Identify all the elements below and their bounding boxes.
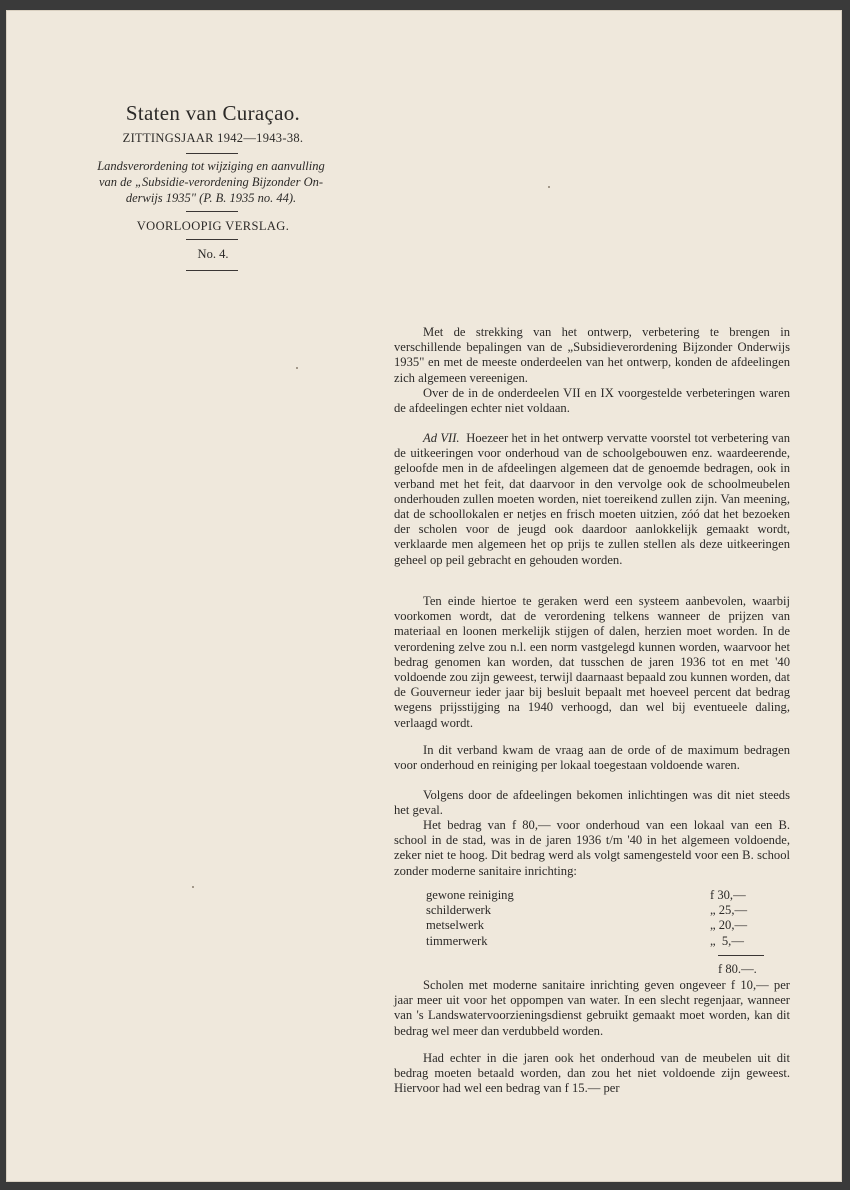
cost-amount: „ 25,— bbox=[710, 903, 748, 918]
ad-vii-label: Ad VII. bbox=[423, 431, 460, 445]
cost-row bbox=[426, 888, 770, 903]
paragraph: Had echter in die jaren ook het onderhoud van de meubelen uit dit bedrag moeten betaald worden, dan zou het niet voldoende zijn geweest. Hiervoor had wel een bedrag van f 15.— per bbox=[394, 1051, 790, 1096]
report-number: No. 4. bbox=[197, 247, 229, 261]
paper-speck bbox=[192, 886, 194, 888]
cost-label: metselwerk bbox=[426, 918, 485, 933]
cost-label: gewone reiniging bbox=[426, 888, 514, 902]
paragraph: In dit verband kwam de vraag aan de orde of de maximum bedragen voor onderhoud en reiniging per lokaal toegestaan voldoende waren. bbox=[394, 743, 790, 773]
law-title bbox=[66, 158, 356, 206]
cost-table bbox=[426, 888, 770, 949]
paragraph-ad-vii bbox=[394, 431, 790, 568]
paper-speck bbox=[296, 367, 298, 369]
cost-amount: „ 5,— bbox=[710, 933, 744, 948]
paragraph: Scholen met moderne sanitaire inrichting geven ongeveer f 10,— per jaar meer uit voor het oppompen van water. In een slecht regenjaar, wanneer van 's Landswatervoorzieningsdienst gebruikt gemaakt moet worden, kan dit bedrag wel meer dan verdubbeld worden. bbox=[394, 978, 790, 1038]
paragraph: Met de strekking van het ontwerp, verbetering te brengen in verschillende bepalingen van de „Subsidieverordening Bijzonder Onderwijs 1935" en met de meeste onderdeelen van het ontwerp, konden de afdeelingen zich algemeen vereenigen. bbox=[394, 325, 790, 385]
divider bbox=[186, 239, 238, 240]
paragraph: Over de in de onderdeelen VII en IX voorgestelde verbeteringen waren de afdeelingen echter niet voldaan. bbox=[394, 386, 790, 416]
cost-total: f 80.—. bbox=[718, 962, 757, 976]
law-title-line: derwijs 1935" (P. B. 1935 no. 44). bbox=[125, 191, 297, 205]
report-title: VOORLOOPIG VERSLAG. bbox=[136, 219, 290, 233]
paragraph: Volgens door de afdeelingen bekomen inlichtingen was dit niet steeds het geval. bbox=[394, 788, 790, 818]
ad-vii-text: Hoezeer het in het ontwerp vervatte voorstel tot verbetering van de uitkeeringen voor onderhoud van de schoolgebouwen enz. waardeerende, geloofde men in de afdeelingen algemeen dat de genoemde bedragen, ook in verband met het feit, dat daarvoor in den vervolge ook de schoolmeubelen onderhouden zullen moeten worden, niet toereikend zullen zijn. Van meening, dat de schoollokalen er netjes en frisch moeten uitzien, zóó dat het bezoeken der scholen voor de jeugd ook daardoor aanlokkelijk gemaakt wordt, verklaarde men algemeen het op prijs te zullen stellen als deze uitkeeringen geheel op peil gebracht en gehouden worden. bbox=[394, 431, 790, 567]
document-title: Staten van Curaçao. bbox=[125, 101, 301, 125]
cost-row bbox=[426, 903, 770, 918]
cost-amount: f 30,— bbox=[710, 888, 746, 902]
law-title-line: Landsverordening tot wijziging en aanvulling bbox=[97, 159, 325, 173]
divider bbox=[186, 270, 238, 271]
paragraph: Ten einde hiertoe te geraken werd een systeem aanbevolen, waarbij voorkomen wordt, dat de verordening telkens wanneer de prijzen van materiaal en loonen merkelijk stijgen of dalen, herzien moet worden. In de verordening zelve zou n.l. een norm vastgelegd kunnen worden, waarvoor het bedrag genomen kan worden, dat tusschen de jaren 1936 tot en met '40 voldoende zou zijn geweest, terwijl daarnaast bepaald zou kunnen worden, dat de Gouverneur ieder jaar bij besluit bepaalt met hoeveel percent dat bedrag wegens prijsstijging na 1940 verhoogd, dan wel bij eventueele daling, verlaagd wordt. bbox=[394, 594, 790, 730]
paragraph: Het bedrag van f 80,— voor onderhoud van een lokaal van een B. school in de stad, was in de jaren 1936 t/m '40 in het algemeen voldoende, zeker niet te hoog. Dit bedrag werd als volgt samengesteld voor een B. school zonder moderne sanitaire inrichting: bbox=[394, 818, 790, 878]
cost-label: timmerwerk bbox=[426, 933, 488, 948]
session-label: ZITTINGSJAAR 1942—1943-38. bbox=[122, 131, 304, 145]
divider bbox=[186, 153, 238, 154]
cost-amount: „ 20,— bbox=[710, 918, 748, 933]
divider bbox=[186, 211, 238, 212]
paper-speck bbox=[548, 186, 550, 188]
cost-row bbox=[426, 918, 770, 933]
cost-label: schilderwerk bbox=[426, 903, 492, 918]
cost-row bbox=[426, 934, 770, 949]
law-title-line: van de „Subsidie-verordening Bijzonder On- bbox=[98, 175, 324, 189]
sum-rule bbox=[718, 955, 764, 956]
